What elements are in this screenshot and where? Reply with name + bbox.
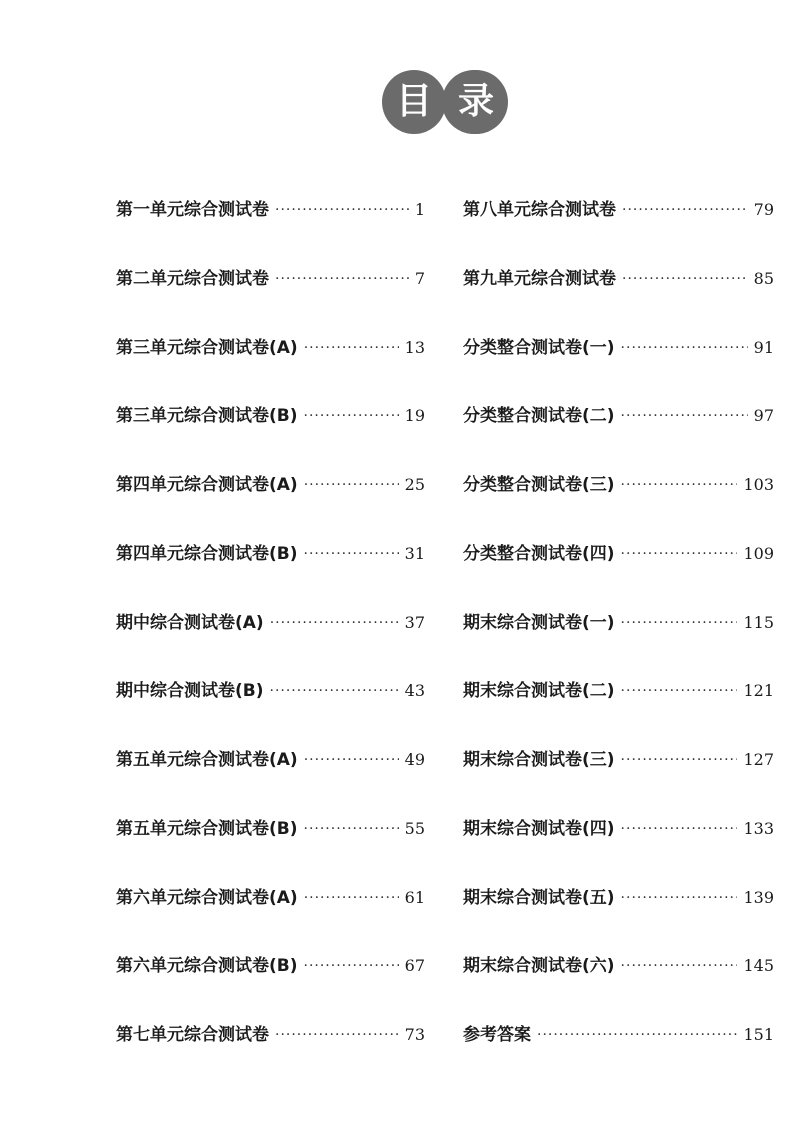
toc-entry-label: 期末综合测试卷(二) xyxy=(463,681,615,702)
leader-dots xyxy=(304,402,399,430)
toc-entry[interactable] xyxy=(463,815,774,884)
leader-dots xyxy=(275,1021,399,1049)
toc-entry-label: 第六单元综合测试卷(A) xyxy=(116,887,298,908)
toc-entry-label: 第九单元综合测试卷 xyxy=(463,268,616,289)
leader-dots xyxy=(621,952,738,980)
toc-entry-label: 期中综合测试卷(B) xyxy=(116,681,264,702)
toc-entry-label: 第八单元综合测试卷 xyxy=(463,200,616,220)
toc-entry-label: 期末综合测试卷(五) xyxy=(463,887,615,908)
leader-dots xyxy=(621,334,748,362)
toc-entry-page: 19 xyxy=(404,406,425,426)
title-char-2: 录 xyxy=(444,70,508,134)
toc-entry-page: 85 xyxy=(753,268,774,288)
toc-entry[interactable] xyxy=(116,952,425,1021)
toc-entry-page: 1 xyxy=(414,200,425,219)
toc-entry-page: 7 xyxy=(414,268,425,288)
leader-dots xyxy=(621,884,738,912)
toc-entry-label: 参考答案 xyxy=(463,1025,531,1045)
toc-entry[interactable] xyxy=(463,265,774,334)
toc-entry-label: 第三单元综合测试卷(B) xyxy=(116,406,298,427)
toc-entry[interactable] xyxy=(463,746,774,815)
toc-entry-label: 第六单元综合测试卷(B) xyxy=(116,956,298,977)
toc-entry[interactable] xyxy=(116,677,425,746)
title-char-1: 目 xyxy=(382,70,446,134)
toc-entry[interactable] xyxy=(116,815,425,884)
toc-right-column xyxy=(463,196,774,1090)
toc-entry[interactable] xyxy=(116,746,425,815)
leader-dots xyxy=(621,609,738,637)
leader-dots xyxy=(270,677,399,705)
toc-entry-label: 第五单元综合测试卷(B) xyxy=(116,818,298,839)
toc-entry-page: 43 xyxy=(404,681,425,701)
toc-entry-page: 121 xyxy=(743,681,774,701)
toc-entry[interactable] xyxy=(116,196,425,265)
toc-entry-page: 109 xyxy=(743,543,774,563)
toc-entry-label: 第四单元综合测试卷(A) xyxy=(116,475,298,495)
toc-entry-label: 期末综合测试卷(一) xyxy=(463,612,615,633)
leader-dots xyxy=(622,196,748,224)
leader-dots xyxy=(621,677,738,705)
leader-dots xyxy=(270,609,399,637)
toc-entry[interactable] xyxy=(463,471,774,540)
toc-entry-page: 145 xyxy=(743,956,774,976)
toc-entry-page: 73 xyxy=(404,1025,425,1044)
leader-dots xyxy=(275,265,409,293)
toc-entry-page: 55 xyxy=(404,818,425,838)
toc-entry[interactable] xyxy=(116,884,425,953)
toc-entry-page: 97 xyxy=(753,406,774,426)
toc-entry[interactable] xyxy=(463,884,774,953)
leader-dots xyxy=(304,815,399,843)
toc-entry[interactable] xyxy=(116,265,425,334)
toc-entry-page: 139 xyxy=(743,887,774,907)
leader-dots xyxy=(304,540,399,568)
toc-entry-page: 91 xyxy=(753,337,774,357)
toc-left-column xyxy=(116,196,425,1090)
toc-entry[interactable] xyxy=(116,1021,425,1090)
toc-entry-label: 第七单元综合测试卷 xyxy=(116,1025,269,1045)
toc-entry[interactable] xyxy=(463,1021,774,1090)
leader-dots xyxy=(621,402,748,430)
toc-entry[interactable] xyxy=(463,334,774,403)
toc-entry[interactable] xyxy=(463,952,774,1021)
toc-entry-page: 61 xyxy=(404,887,425,907)
toc-entry-label: 期末综合测试卷(三) xyxy=(463,750,615,770)
toc-entry-page: 115 xyxy=(743,612,774,632)
toc-entry[interactable] xyxy=(463,677,774,746)
toc-entry[interactable] xyxy=(463,402,774,471)
leader-dots xyxy=(304,884,399,912)
toc-entry-page: 127 xyxy=(743,750,774,769)
toc-entry-page: 37 xyxy=(404,612,425,632)
toc-entry-page: 49 xyxy=(404,750,425,769)
toc-entry[interactable] xyxy=(116,471,425,540)
toc-entry-label: 分类整合测试卷(四) xyxy=(463,543,615,564)
leader-dots xyxy=(304,746,399,774)
leader-dots xyxy=(621,815,738,843)
toc-entry-page: 67 xyxy=(404,956,425,976)
toc-entry-label: 第四单元综合测试卷(B) xyxy=(116,543,298,564)
leader-dots xyxy=(621,540,738,568)
toc-entry-label: 分类整合测试卷(一) xyxy=(463,337,615,358)
toc-entry-page: 25 xyxy=(404,475,425,494)
toc-entry-page: 151 xyxy=(743,1025,774,1044)
leader-dots xyxy=(621,471,738,499)
toc-entry-label: 分类整合测试卷(二) xyxy=(463,406,615,427)
leader-dots xyxy=(304,334,399,362)
toc-entry-label: 期末综合测试卷(六) xyxy=(463,956,615,977)
toc-entry-label: 第三单元综合测试卷(A) xyxy=(116,337,298,358)
toc-entry[interactable] xyxy=(116,540,425,609)
toc-entry-label: 分类整合测试卷(三) xyxy=(463,475,615,495)
page-title xyxy=(0,70,800,134)
leader-dots xyxy=(537,1021,737,1049)
toc-entry-page: 133 xyxy=(743,818,774,838)
toc-entry[interactable] xyxy=(116,402,425,471)
toc-entry[interactable] xyxy=(116,334,425,403)
toc-entry-page: 31 xyxy=(404,543,425,563)
toc-entry-page: 103 xyxy=(743,475,774,494)
toc-entry[interactable] xyxy=(463,196,774,265)
toc-entry-page: 79 xyxy=(753,200,774,219)
leader-dots xyxy=(275,196,409,224)
toc-entry-label: 第二单元综合测试卷 xyxy=(116,268,269,289)
toc-entry[interactable] xyxy=(463,540,774,609)
toc-entry-label: 期中综合测试卷(A) xyxy=(116,612,264,633)
toc-entry-label: 第五单元综合测试卷(A) xyxy=(116,750,298,770)
toc-entry-page: 13 xyxy=(404,337,425,357)
leader-dots xyxy=(621,746,738,774)
toc-entry-label: 第一单元综合测试卷 xyxy=(116,200,269,220)
leader-dots xyxy=(304,471,399,499)
toc-entry-label: 期末综合测试卷(四) xyxy=(463,818,615,839)
toc-entry[interactable] xyxy=(463,609,774,678)
leader-dots xyxy=(622,265,748,293)
leader-dots xyxy=(304,952,399,980)
toc-entry[interactable] xyxy=(116,609,425,678)
